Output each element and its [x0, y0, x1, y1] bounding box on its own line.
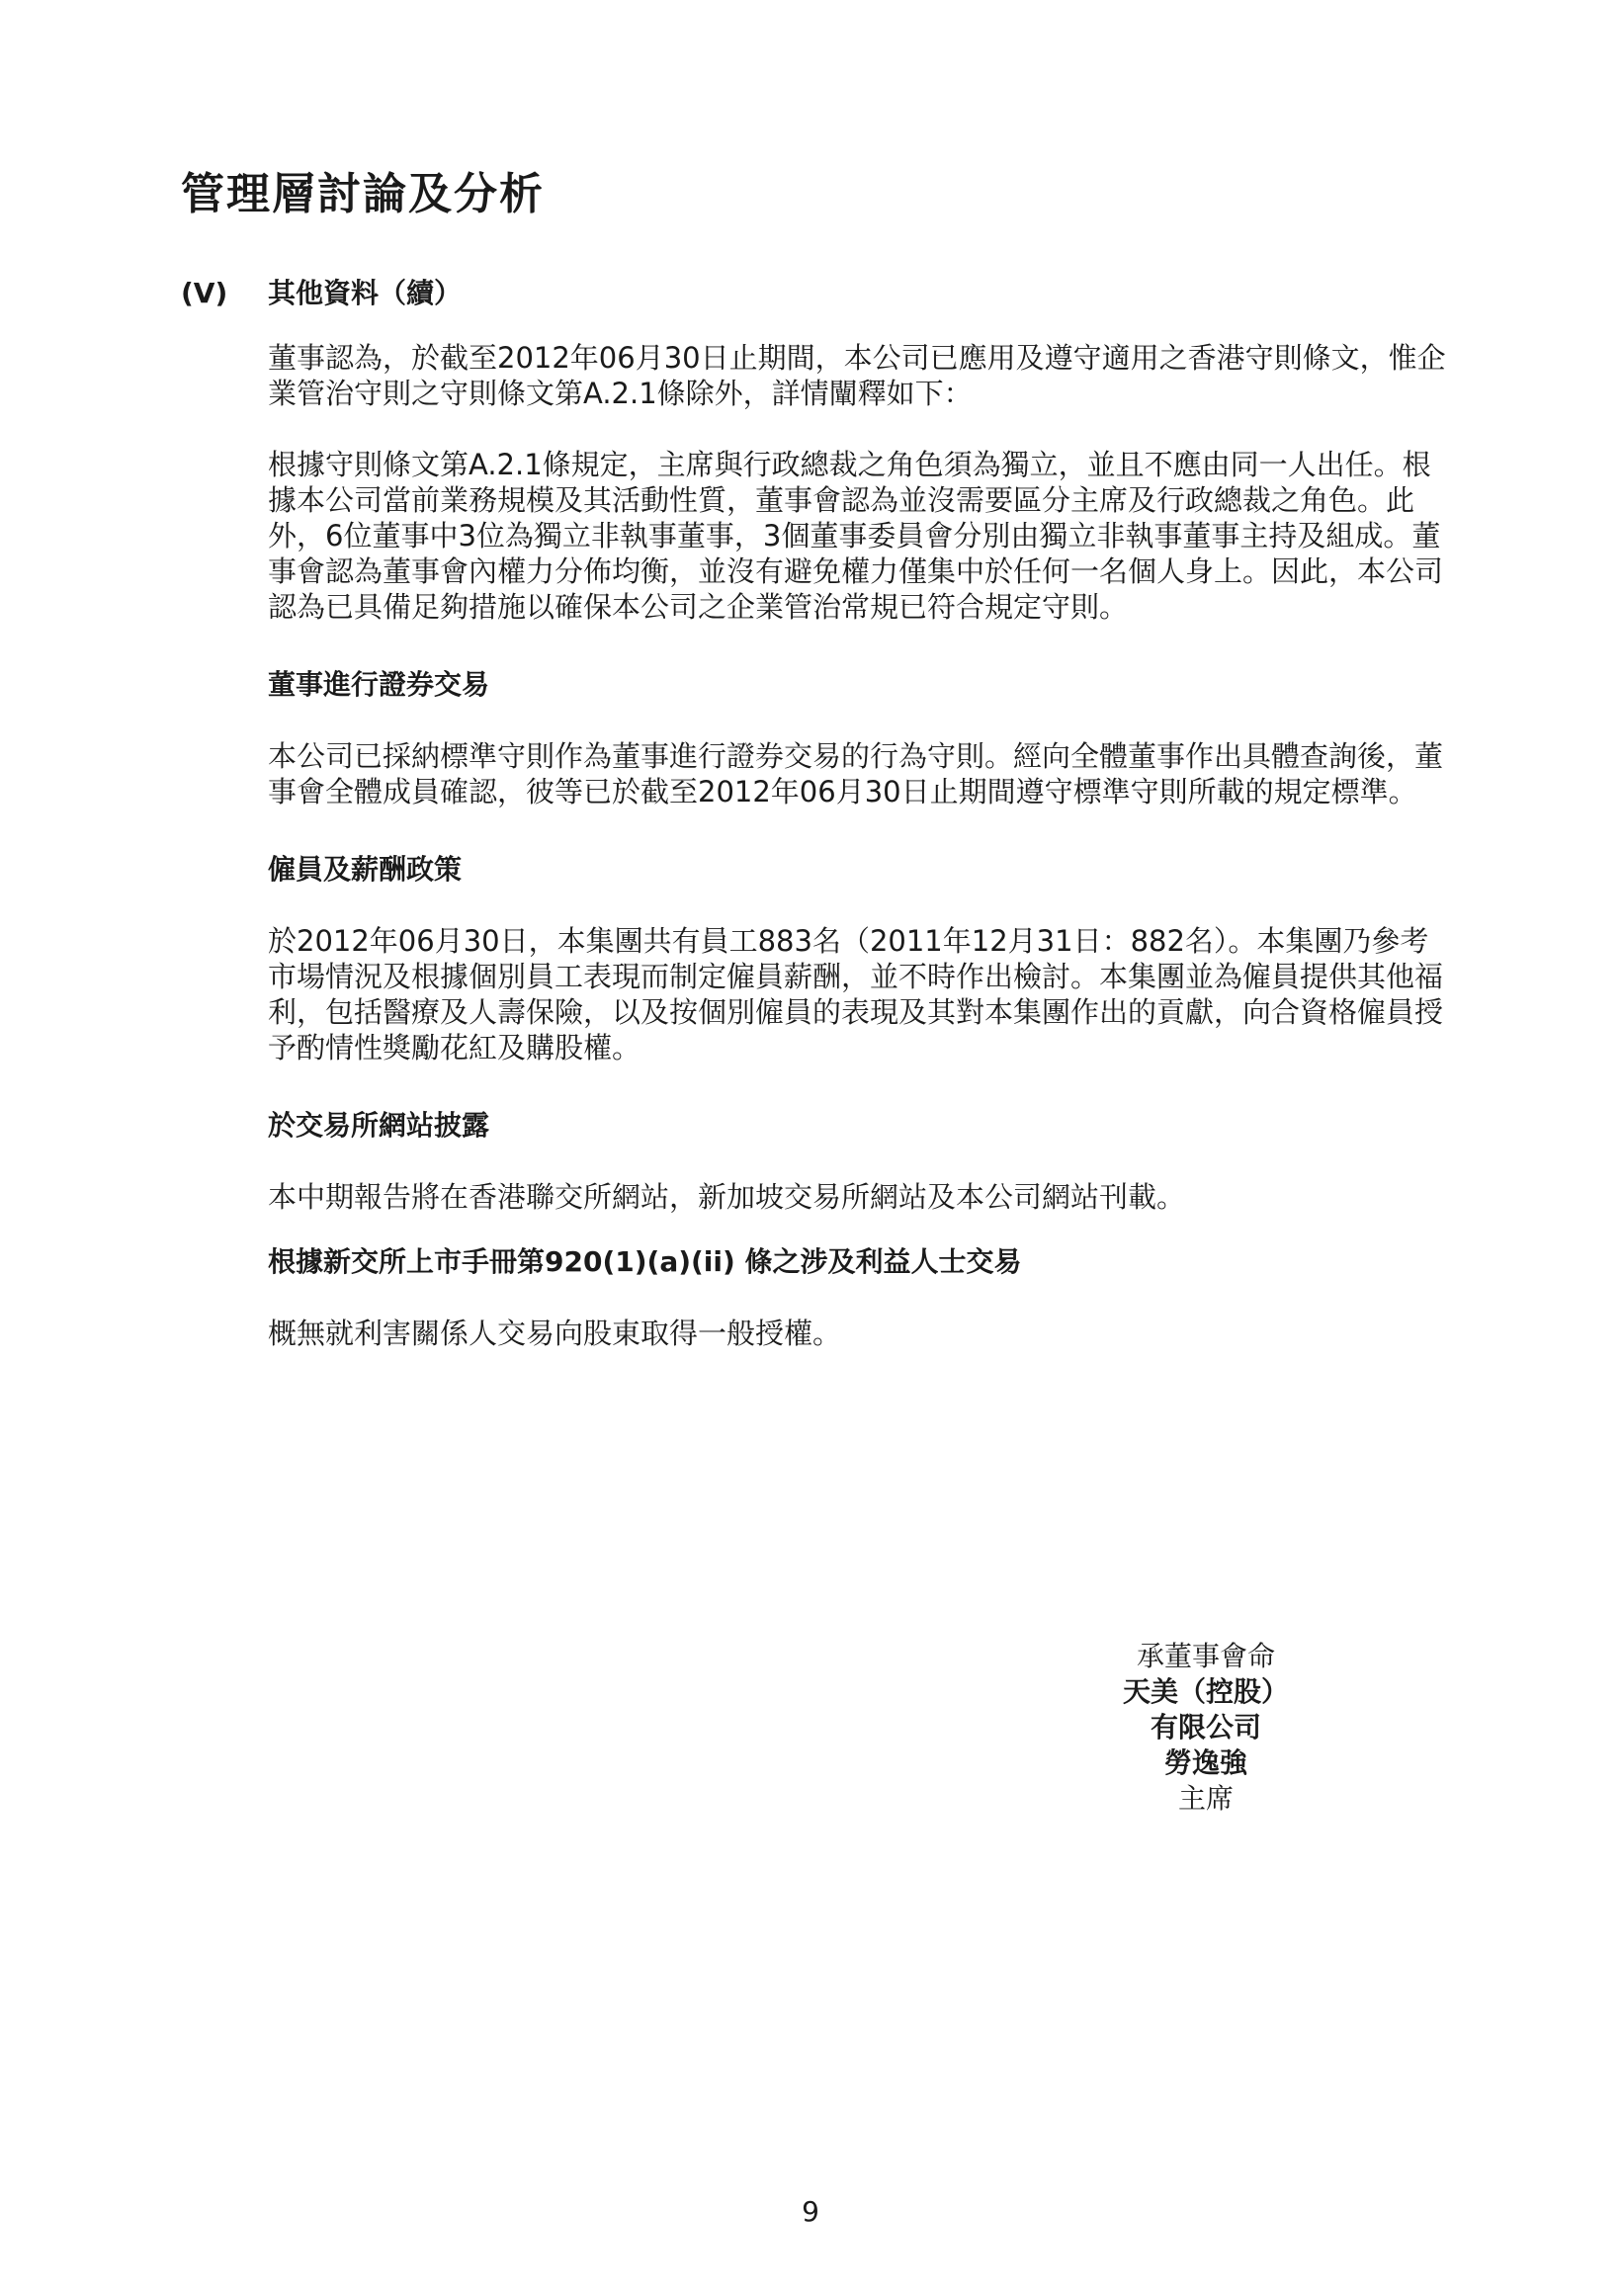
governance-detail-paragraph: 根據守則條文第A.2.1條規定，主席與行政總裁之角色須為獨立，並且不應由同一人出任。根據本公司當前業務規模及其活動性質，董事會認為並沒需要區分主席及行政總裁之角色。此外，6位董事中3位為獨立非執事董事，3個董事委員會分別由獨立非執事董事主持及組成。董事會認為董事會內權力分佈均衡，並沒有避免權力僅集中於任何一名個人身上。因此，本公司認為已具備足夠措施以確保本公司之企業管治常規已符合規定守則。 — [268, 448, 1444, 624]
exchange-disclosure-paragraph: 本中期報告將在香港聯交所網站，新加坡交易所網站及本公司網站刊載。 — [268, 1180, 1186, 1214]
interested-person-heading: 根據新交所上市手冊第920(1)(a)(ii) 條之涉及利益人士交易 — [268, 1245, 1022, 1278]
document-body — [268, 340, 1454, 1351]
signature-block — [1117, 1639, 1295, 1817]
section-title: 其他資料（續） — [268, 277, 463, 309]
signature-position: 主席 — [1177, 1782, 1234, 1815]
signature-by-order: 承董事會命 — [1136, 1640, 1275, 1672]
securities-transactions-paragraph: 本公司已採納標準守則作為董事進行證券交易的行為守則。經向全體董事作出具體查詢後，董事會全體成員確認，彼等已於截至2012年06月30日止期間遵守標準守則所載的規定標準。 — [268, 739, 1444, 808]
exchange-disclosure-heading: 於交易所網站披露 — [268, 1109, 490, 1142]
page-title: 管理層討論及分析 — [181, 169, 545, 219]
page-number: 9 — [802, 2195, 819, 2228]
section-number: (V) — [181, 277, 228, 309]
signature-company: 天美（控股）有限公司 — [1122, 1675, 1289, 1743]
employees-heading: 僱員及薪酬政策 — [268, 853, 463, 886]
employees-paragraph: 於2012年06月30日，本集團共有員工883名（2011年12月31日：882名）。本集團乃參考市場情況及根據個別員工表現而制定僱員薪酬，並不時作出檢討。本集團並為僱員提供其他福利，包括醫療及人壽保險，以及按個別僱員的表現及其對本集團作出的貢獻，向合資格僱員授予酌情性獎勵花紅及購股權。 — [268, 924, 1444, 1064]
securities-transactions-heading: 董事進行證券交易 — [268, 668, 490, 701]
interested-person-paragraph: 概無就利害關係人交易向股東取得一般授權。 — [268, 1317, 842, 1350]
governance-intro-paragraph: 董事認為，於截至2012年06月30日止期間，本公司已應用及遵守適用之香港守則條文，惟企業管治守則之守則條文第A.2.1條除外，詳情闡釋如下： — [268, 341, 1446, 410]
section-heading — [181, 272, 462, 311]
signature-name: 勞逸強 — [1163, 1746, 1247, 1779]
